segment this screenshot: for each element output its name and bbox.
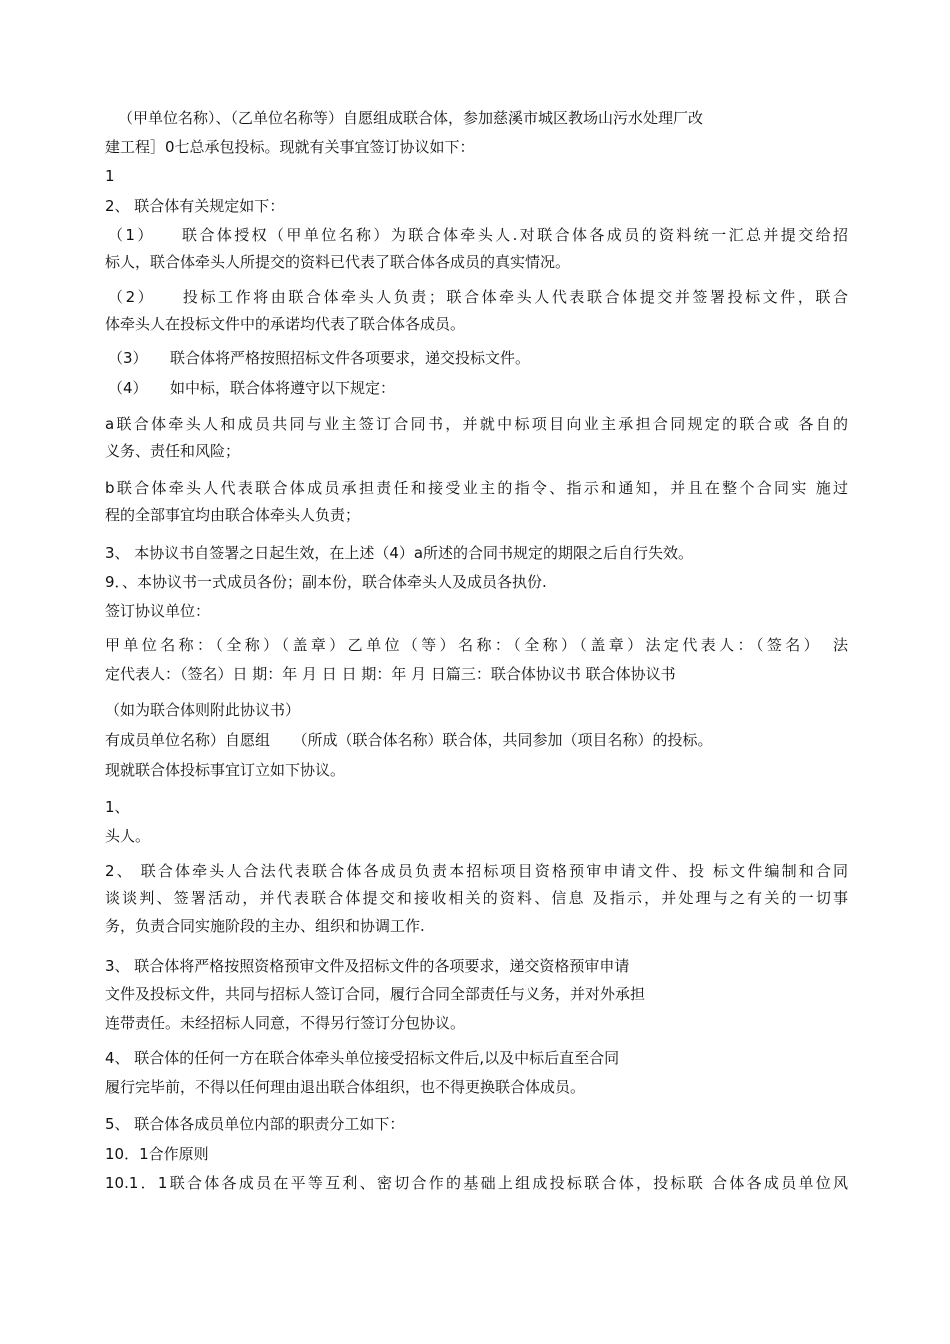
text-line-27: 务，负责合同实施阶段的主办、组织和协调工作. — [105, 917, 425, 935]
text-line-31: 4、 联合体的任何一方在联合体牵头单位接受招标文件后,以及中标后直至合同 — [105, 1049, 620, 1067]
text-line-22: 现就联合体投标事宜订立如下协议。 — [105, 761, 346, 779]
text-line-30: 连带责任。未经招标人同意，不得另行签订分包协议。 — [105, 1014, 466, 1032]
text-line-8: 体牵头人在投标文件中的承诺均代表了联合体各成员。 — [105, 315, 466, 333]
text-line-10: （4） 如中标，联合体将遵守以下规定： — [108, 379, 396, 397]
text-line-19: 定代表人：（签名）日 期：年 月 日 日 期：年 月 日篇三：联合体协议书 联合体协议书 — [105, 665, 676, 683]
text-line-25: 2、 联合体牵头人合法代表联合体各成员负责本招标项目资格预审申请文件、投 标文件编制和合同 — [105, 862, 848, 880]
text-line-1: （甲单位名称）、（乙单位名称等）自愿组成联合体，参加慈溪市城区教场山污水处理厂改 — [118, 109, 704, 127]
text-line-7: （2） 投标工作将由联合体牵头人负责；联合体牵头人代表联合体提交并签署投标文件，联合 — [108, 288, 848, 306]
text-line-4: 2、 联合体有关规定如下： — [105, 197, 285, 215]
text-line-34: 10．1合作原则 — [105, 1145, 209, 1163]
text-line-12: 义务、责任和风险； — [105, 442, 241, 460]
text-line-17: 签订协议单位： — [105, 602, 211, 620]
text-line-33: 5、 联合体各成员单位内部的职责分工如下： — [105, 1115, 405, 1133]
text-line-9: （3） 联合体将严格按照招标文件各项要求，递交投标文件。 — [108, 349, 531, 367]
text-line-18: 甲单位名称：（全称）（盖章）乙单位（等）名称：（全称）（盖章）法定代表人：（签名） 法 — [105, 636, 848, 654]
text-line-14: 程的全部事宜均由联合体牵头人负责； — [105, 506, 361, 524]
text-line-21: 有成员单位名称）自愿组 （所成（联合体名称）联合体，共同参加（项目名称）的投标。 — [105, 731, 713, 749]
text-line-20: （如为联合体则附此协议书） — [105, 701, 301, 719]
text-line-15: 3、 本协议书自签署之日起生效，在上述（4）a所述的合同书规定的期限之后自行失效。 — [105, 544, 694, 562]
text-line-28: 3、 联合体将严格按照资格预审文件及招标文件的各项要求，递交资格预审申请 — [105, 957, 630, 975]
text-line-2: 建工程］0七总承包投标。现就有关事宜签订协议如下： — [105, 138, 475, 156]
text-line-3: 1 — [105, 167, 115, 185]
text-line-5: （1） 联合体授权（甲单位名称）为联合体牵头人.对联合体各成员的资料统一汇总并提交给招 — [108, 226, 848, 244]
text-line-29: 文件及投标文件，共同与招标人签订合同，履行合同全部责任与义务，并对外承担 — [105, 985, 646, 1003]
text-line-16: 9．、本协议书一式成员各份；副本份，联合体牵头人及成员各执份. — [105, 573, 547, 591]
text-line-13: b联合体牵头人代表联合体成员承担责任和接受业主的指令、指示和通知，并且在整个合同实 施过 — [105, 479, 848, 497]
text-line-24: 头人。 — [105, 827, 151, 845]
text-line-35: 10.1．1联合体各成员在平等互利、密切合作的基础上组成投标联合体，投标联 合体各成员单位风 — [105, 1174, 848, 1192]
text-line-6: 标人，联合体牵头人所提交的资料已代表了联合体各成员的真实情况。 — [105, 253, 571, 271]
text-line-32: 履行完毕前，不得以任何理由退出联合体组织，也不得更换联合体成员。 — [105, 1078, 586, 1096]
text-line-23: 1、 — [105, 798, 130, 816]
text-line-26: 谈谈判、签署活动，并代表联合体提交和接收相关的资料、信息 及指示，并处理与之有关的一切事 — [105, 889, 848, 907]
text-line-11: a联合体牵头人和成员共同与业主签订合同书，并就中标项目向业主承担合同规定的联合或 各自的 — [105, 415, 848, 433]
